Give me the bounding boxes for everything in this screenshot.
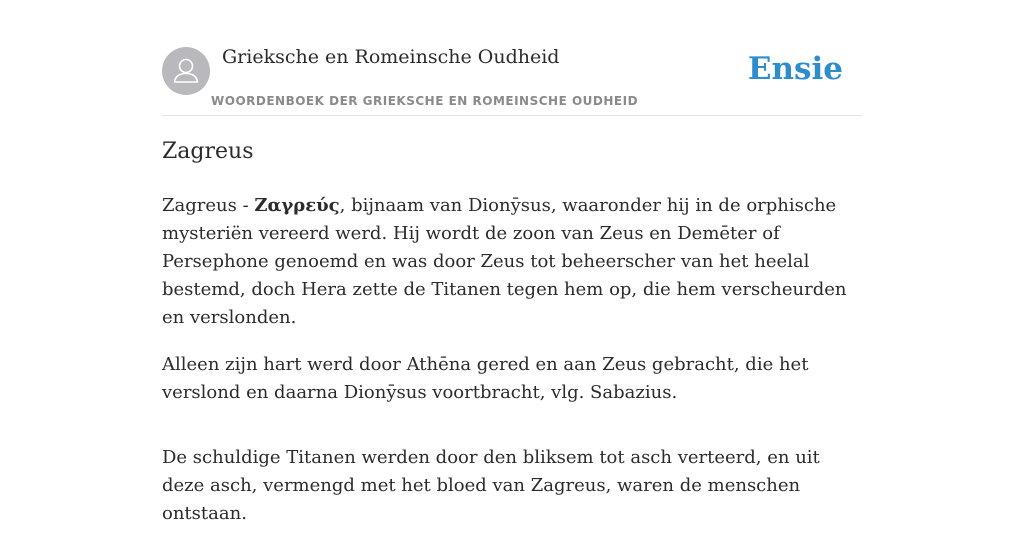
site-title[interactable]: Grieksche en Romeinsche Oudheid <box>222 46 560 68</box>
site-subtitle: WOORDENBOEK DER GRIEKSCHE EN ROMEINSCHE OUDHEID <box>211 94 639 108</box>
entry-body <box>162 192 862 547</box>
entry-lead: Zagreus - <box>162 195 255 216</box>
paragraph-1 <box>162 192 862 332</box>
site-header <box>162 0 862 116</box>
entry-title: Zagreus <box>162 139 254 164</box>
user-icon <box>162 47 210 95</box>
page-container <box>162 0 862 524</box>
avatar[interactable] <box>162 47 210 95</box>
greek-term: Ζαγρεύς <box>254 195 340 216</box>
brand-logo[interactable]: Ensie <box>747 51 843 87</box>
paragraph-3: De schuldige Titanen werden door den bliksem tot asch verteerd, en uit deze asch, vermengd met het bloed van Zagreus, waren de menschen ontstaan. <box>162 447 820 524</box>
paragraph-1-text: , bijnaam van Dionȳsus, waaronder hij in de orphische mysteriën vereerd werd. Hij wordt de zoon van Zeus en Demēter of Persephone genoemd en was door Zeus tot beheerscher van het heelal bestemd, doch Hera zette de Titanen tegen hem op, die hem verscheurden en verslonden. <box>162 195 847 328</box>
paragraph-2: Alleen zijn hart werd door Athēna gered en aan Zeus gebracht, die het verslond en daarna Dionȳsus voortbracht, vlg. Sabazius. <box>162 354 809 403</box>
